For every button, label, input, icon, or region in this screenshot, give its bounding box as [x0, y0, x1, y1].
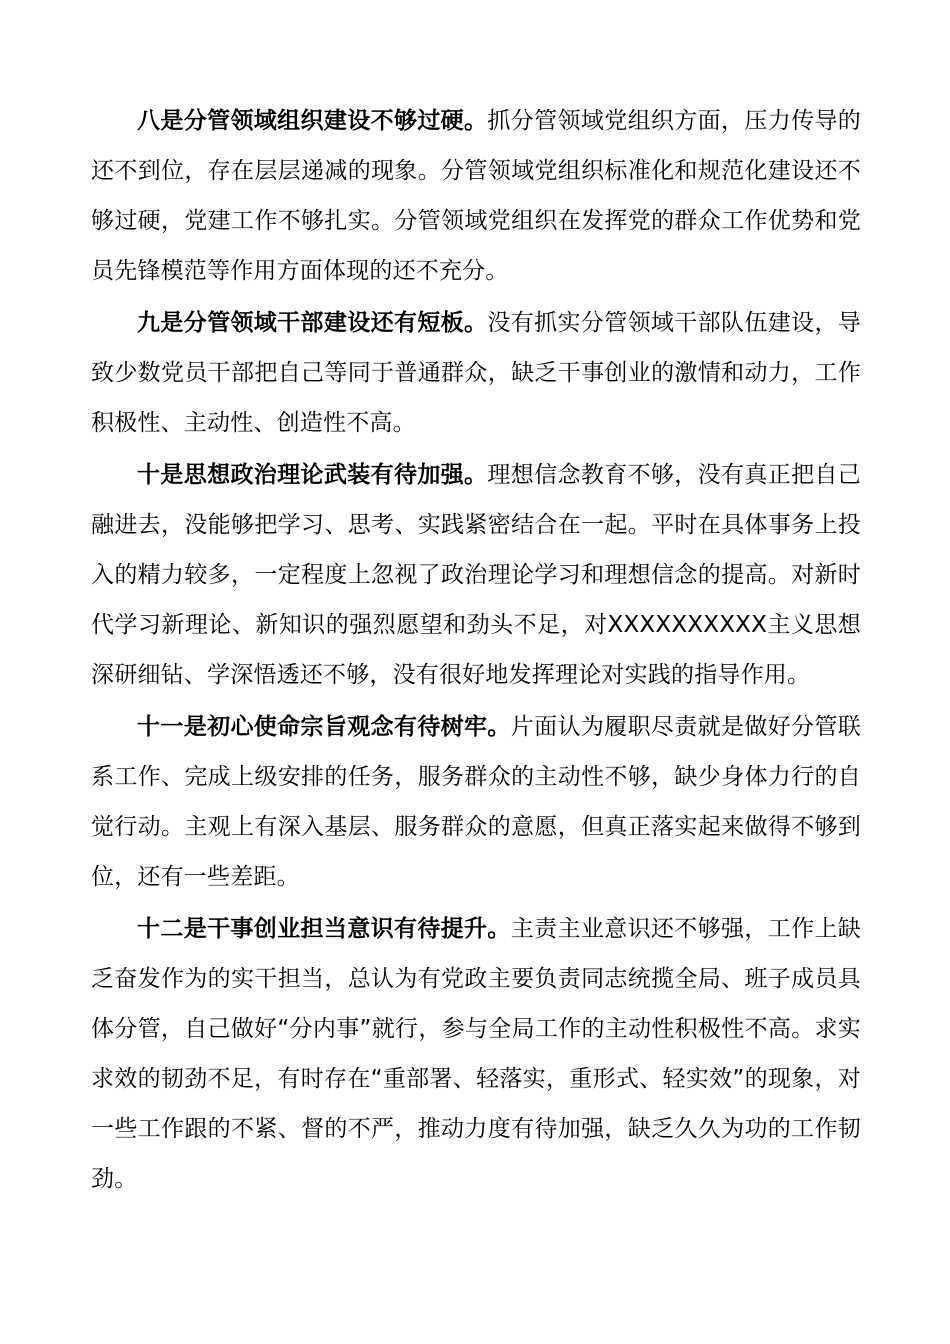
- paragraph-11: [91, 702, 861, 902]
- paragraph-12: [91, 904, 861, 1204]
- paragraph-10-text: 理想信念教育不够，没有真正把自己融进去，没能够把学习、思考、实践紧密结合在一起。平时在具体事务上投入的精力较多，一定程度上忽视了政治理论学习和理想信念的提高。对新时代学习新理论、新知识的强烈愿望和劲头不足，对XXXXXXXXXX主义思想深研细钻、学深悟透还不够，没有很好地发挥理论对实践的指导作用。: [91, 462, 862, 688]
- paragraph-9-heading: 九是分管领域干部建设还有短板。: [137, 310, 488, 336]
- paragraph-10-heading: 十是思想政治理论武装有待加强。: [137, 462, 488, 488]
- paragraph-8-heading: 八是分管领域组织建设不够过硬。: [137, 108, 488, 134]
- paragraph-9: [91, 298, 861, 448]
- paragraph-8: [91, 96, 861, 296]
- paragraph-11-text: 片面认为履职尽责就是做好分管联系工作、完成上级安排的任务，服务群众的主动性不够，缺少身体力行的自觉行动。主观上有深入基层、服务群众的意愿，但真正落实起来做得不够到位，还有一些差距。: [91, 714, 862, 890]
- paragraph-9-text: 没有抓实分管领域干部队伍建设，导致少数党员干部把自己等同于普通群众，缺乏干事创业的激情和动力，工作积极性、主动性、创造性不高。: [91, 310, 862, 436]
- paragraph-12-text: 主责主业意识还不够强，工作上缺乏奋发作为的实干担当，总认为有党政主要负责同志统揽全局、班子成员具体分管，自己做好“分内事”就行，参与全局工作的主动性积极性不高。求实求效的韧劲不足，有时存在“重部署、轻落实，重形式、轻实效”的现象，对一些工作跟的不紧、督的不严，推动力度有待加强，缺乏久久为功的工作韧劲。: [91, 916, 862, 1192]
- document-body: [91, 96, 861, 1206]
- paragraph-10: [91, 450, 861, 700]
- paragraph-8-text: 抓分管领域党组织方面，压力传导的还不到位，存在层层递减的现象。分管领域党组织标准化和规范化建设还不够过硬，党建工作不够扎实。分管领域党组织在发挥党的群众工作优势和党员先锋模范等作用方面体现的还不充分。: [91, 108, 862, 284]
- paragraph-12-heading: 十二是干事创业担当意识有待提升。: [137, 916, 511, 942]
- paragraph-11-heading: 十一是初心使命宗旨观念有待树牢。: [137, 714, 511, 740]
